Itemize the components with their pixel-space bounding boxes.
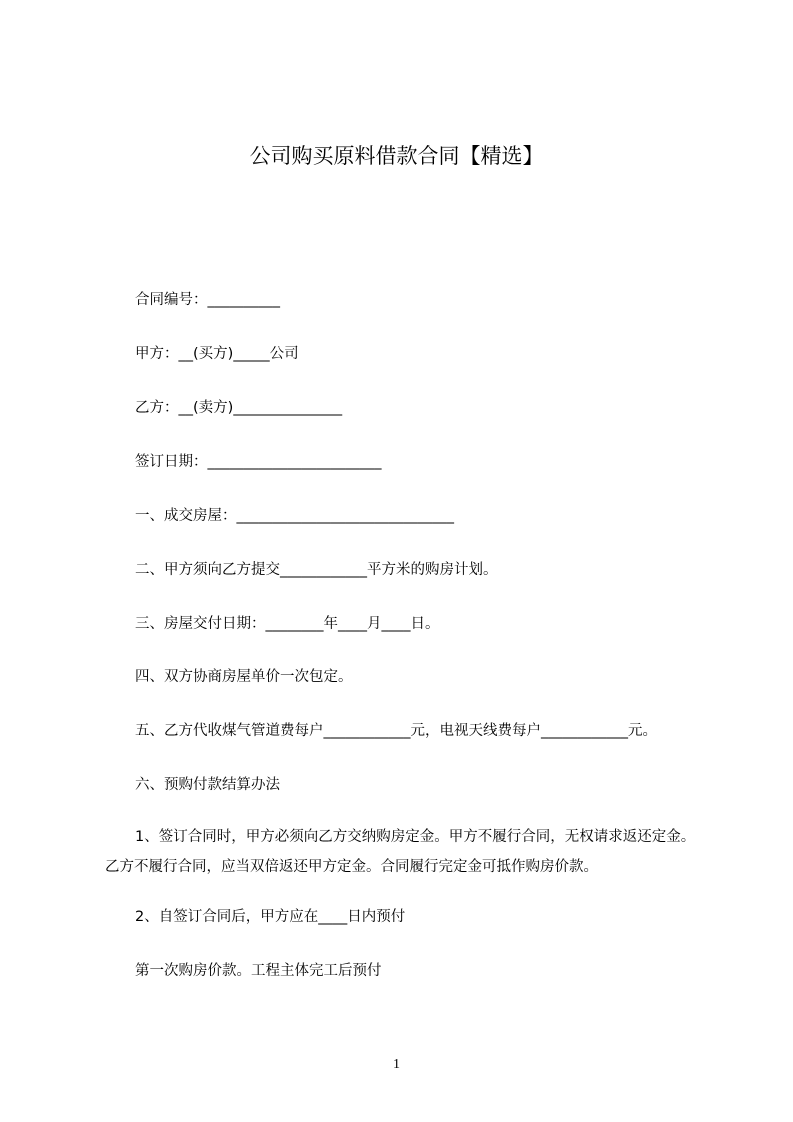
contract-number-line: 合同编号：__________ [135, 292, 280, 308]
sign-date-line: 签订日期：________________________ [135, 454, 382, 470]
payment-clause-2: 2、自签订合同后，甲方应在____日内预付 [135, 909, 406, 925]
payment-clause-1: 1、签订合同时，甲方必须向乙方交纳购房定金。甲方不履行合同，无权请求返还定金。乙方不履行合同，应当双倍返还甲方定金。合同履行完定金可抵作购房价款。 [105, 829, 696, 875]
clause-item-2: 二、甲方须向乙方提交____________平方米的购房计划。 [135, 562, 498, 578]
clause-item-5: 五、乙方代收煤气管道费每户____________元，电视天线费每户____________元。 [135, 723, 657, 739]
document-title: 公司购买原料借款合同【精选】 [249, 144, 544, 168]
party-a-line: 甲方：__(买方)_____公司 [135, 346, 299, 362]
page-number: 1 [393, 1057, 400, 1072]
clause-item-1: 一、成交房屋：______________________________ [135, 508, 454, 524]
clause-item-3: 三、房屋交付日期：________年____月____日。 [135, 616, 440, 632]
clause-item-6: 六、预购付款结算办法 [135, 777, 280, 793]
payment-clause-2-continued: 第一次购房价款。工程主体完工后预付 [135, 963, 382, 979]
clause-item-4: 四、双方协商房屋单价一次包定。 [135, 669, 353, 685]
party-b-line: 乙方：__(卖方)_______________ [135, 400, 343, 416]
